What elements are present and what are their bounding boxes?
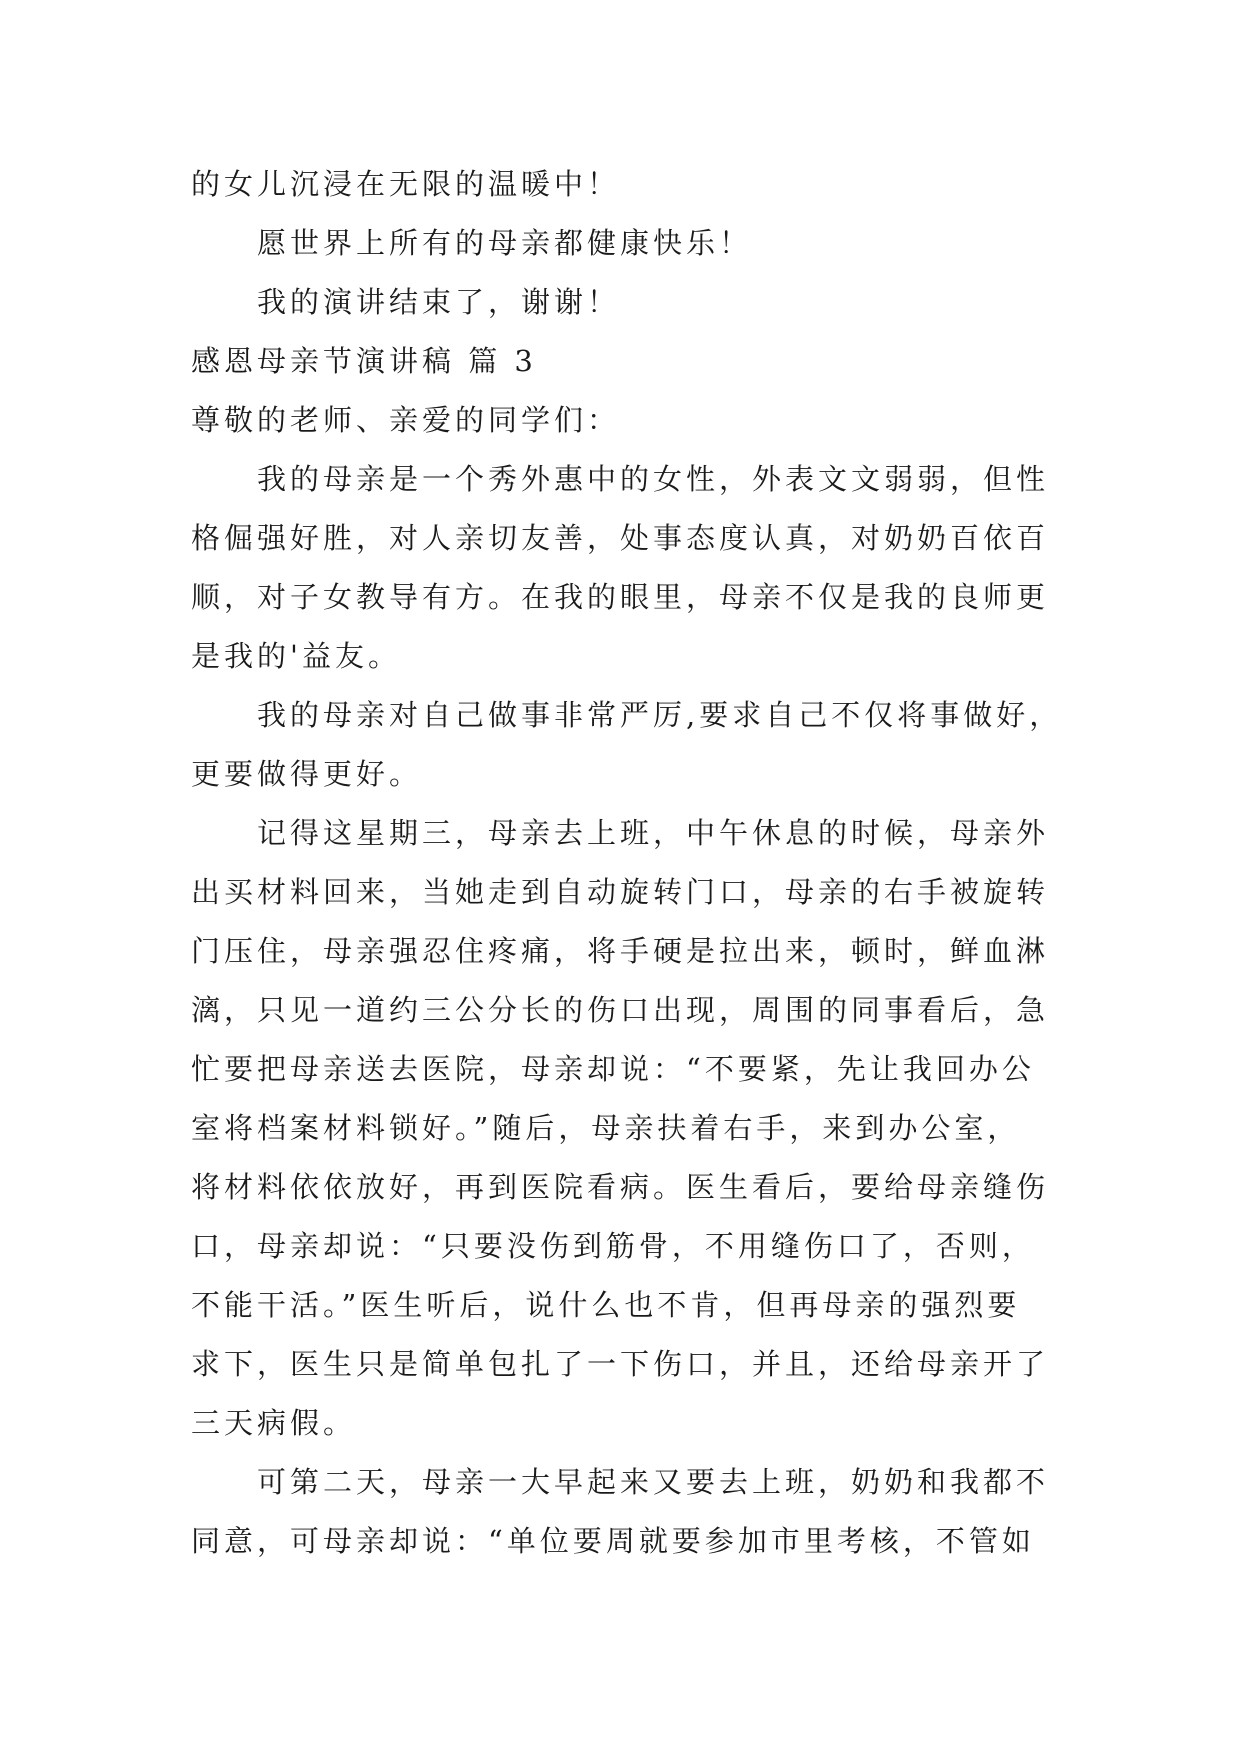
text-line: 是我的'益友。 — [191, 639, 401, 673]
text-line: 愿世界上所有的母亲都健康快乐！ — [257, 226, 753, 260]
text-line: 我的演讲结束了，谢谢！ — [257, 285, 621, 319]
text-line: 同意，可母亲却说：“单位要周就要参加市里考核，不管如 — [191, 1524, 1035, 1558]
text-line: 格倔强好胜，对人亲切友善，处事态度认真，对奶奶百依百 — [191, 521, 1050, 555]
text-line: 忙要把母亲送去医院，母亲却说：“不要紧，先让我回办公 — [191, 1052, 1035, 1086]
text-line: 三天病假。 — [191, 1406, 357, 1440]
text-line: 出买材料回来，当她走到自动旋转门口，母亲的右手被旋转 — [191, 875, 1050, 909]
text-line: 更要做得更好。 — [191, 757, 423, 791]
text-line: 我的母亲对自己做事非常严厉,要求自己不仅将事做好， — [257, 698, 1063, 732]
text-line: 室将档案材料锁好。”随后，母亲扶着右手，来到办公室， — [191, 1111, 1021, 1145]
text-line: 的女儿沉浸在无限的温暖中！ — [191, 167, 621, 201]
text-line: 将材料依依放好，再到医院看病。医生看后，要给母亲缝伤 — [191, 1170, 1050, 1204]
text-line: 漓，只见一道约三公分长的伤口出现，周围的同事看后，急 — [191, 993, 1050, 1027]
text-line: 记得这星期三，母亲去上班，中午休息的时候，母亲外 — [257, 816, 1050, 850]
text-line: 门压住，母亲强忍住疼痛，将手硬是拉出来，顿时，鲜血淋 — [191, 934, 1050, 968]
document-body — [191, 155, 1061, 1571]
text-line: 口，母亲却说：“只要没伤到筋骨，不用缝伤口了，否则， — [191, 1229, 1035, 1263]
text-line: 感恩母亲节演讲稿 篇 3 — [191, 344, 537, 378]
text-line: 顺，对子女教导有方。在我的眼里，母亲不仅是我的良师更 — [191, 580, 1050, 614]
text-line: 不能干活。”医生听后，说什么也不肯，但再母亲的强烈要 — [191, 1288, 1021, 1322]
text-line: 我的母亲是一个秀外惠中的女性，外表文文弱弱，但性 — [257, 462, 1050, 496]
text-line: 尊敬的老师、亲爱的同学们： — [191, 403, 621, 437]
text-line: 求下，医生只是简单包扎了一下伤口，并且，还给母亲开了 — [191, 1347, 1050, 1381]
text-line: 可第二天，母亲一大早起来又要去上班，奶奶和我都不 — [257, 1465, 1050, 1499]
